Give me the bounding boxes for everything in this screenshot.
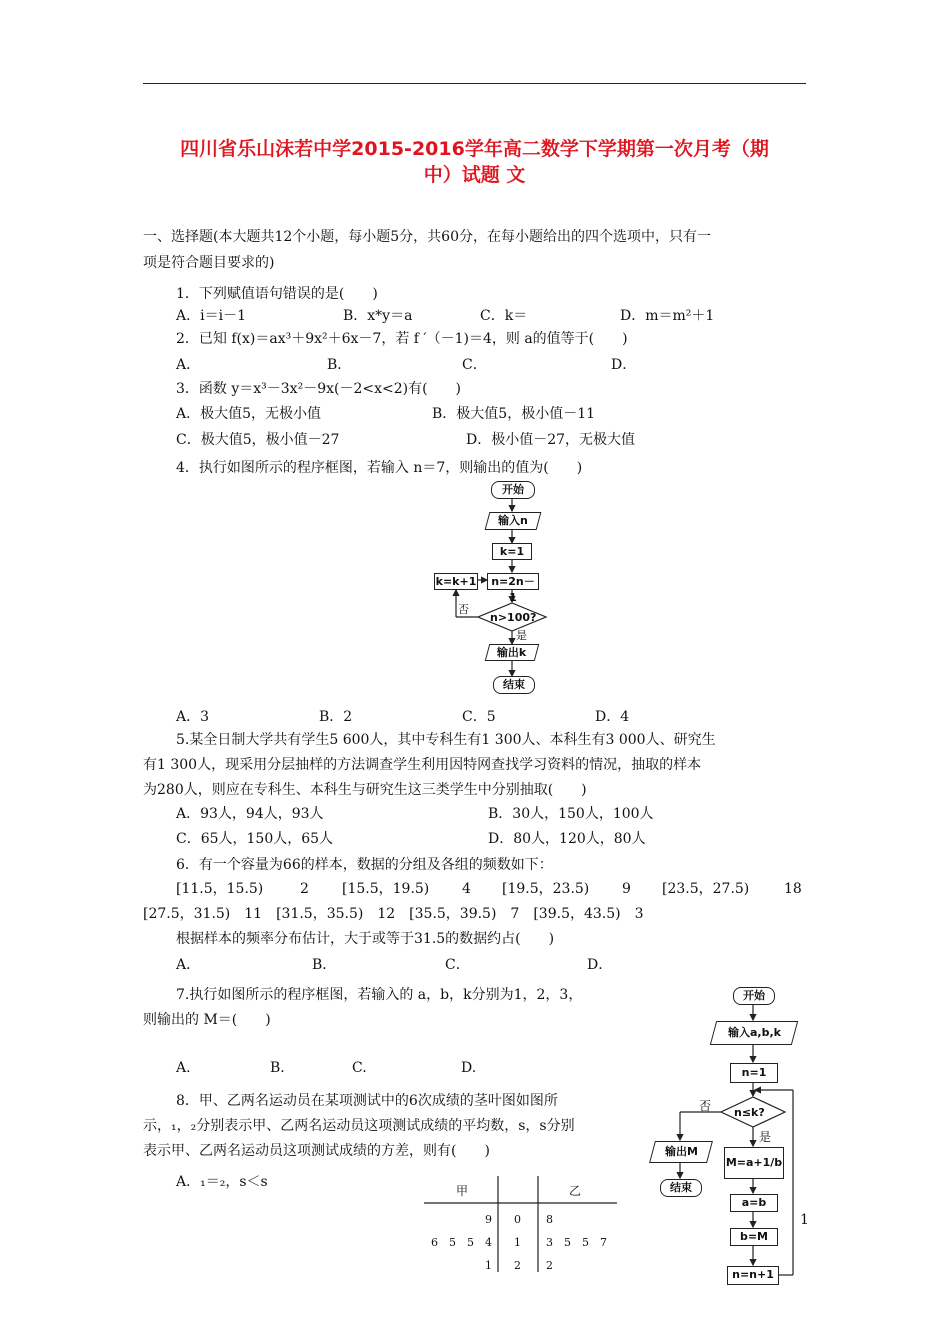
stem-leaf-header-right: 乙 (569, 1184, 582, 1198)
stem-leaf-row-3-left: 1 (485, 1259, 492, 1272)
q4-stem: 4．执行如图所示的程序框图，若输入 n＝7，则输出的值为( ) (176, 460, 583, 476)
q6-group-1: [11.5，15.5) (176, 881, 264, 897)
q1-option-b: B．x*y＝a (343, 308, 413, 324)
section-heading: 一、选择题(本大题共12个小题，每小题5分，共60分，在每小题给出的四个选项中，只有一 (143, 229, 711, 245)
fc2-end: 结束 (660, 1179, 702, 1197)
q7-option-d: D. (461, 1060, 477, 1076)
q6-option-b: B． (312, 957, 337, 973)
q8-option-a: A．₁＝₂，s＜s (176, 1174, 268, 1190)
fc1-input: 输入n (485, 512, 542, 530)
q7-line2: 则输出的 M＝( ) (143, 1012, 271, 1028)
stem-leaf-row-2-left: 6 5 5 4 (431, 1236, 492, 1249)
q5-option-a: A．93人，94人，93人 (176, 806, 324, 822)
q8-line2: 示，₁，₂分别表示甲、乙两名运动员这项测试成绩的平均数，s，s分别 (143, 1118, 575, 1134)
q7-option-c: C. (352, 1060, 367, 1076)
q5-line1: 5.某全日制大学共有学生5 600人，其中专科生有1 300人、本科生有3 000人、研究生 (176, 732, 716, 748)
q6-groups-row2: [27.5，31.5) 11 [31.5，35.5) 12 [35.5，39.5) 7 [39.5，43.5) 3 (143, 906, 644, 922)
fc2-start: 开始 (733, 987, 775, 1005)
q7-line1: 7.执行如图所示的程序框图，若输入的 a，b，k分别为1，2，3， (176, 987, 583, 1003)
q6-group-4: [23.5，27.5) (662, 881, 750, 897)
q6-option-c: C． (445, 957, 470, 973)
stem-leaf-row-3-right: 2 (546, 1259, 553, 1272)
q7-option-b: B. (270, 1060, 285, 1076)
stem-leaf-row-3-stem: 2 (514, 1259, 521, 1272)
document-title-cont: 中）试题 文 (423, 164, 526, 186)
q7-option-a: A. (176, 1060, 191, 1076)
q2-option-a: A． (176, 357, 201, 373)
fc2-init: n=1 (730, 1063, 778, 1083)
q3-option-c: C．极大值5，极小值－27 (176, 432, 340, 448)
q6-freq-4: 18 (784, 881, 802, 897)
q2-option-b: B． (327, 357, 352, 373)
fc2-yes-label: 是 (759, 1130, 772, 1144)
q4-option-d: D．4 (595, 709, 630, 725)
fc2-output: 输出M (649, 1141, 713, 1163)
q6-group-2: [15.5，19.5) (342, 881, 430, 897)
q4-option-a: A．3 (176, 709, 210, 725)
fc2-increment: n=n+1 (727, 1266, 779, 1285)
stem-leaf-row-1-left: 9 (485, 1213, 492, 1226)
section-heading-cont: 项是符合题目要求的) (143, 255, 275, 271)
q5-line2: 有1 300人，现采用分层抽样的方法调查学生利用因特网查找学习资料的情况，抽取的样本 (143, 757, 702, 773)
q5-option-d: D．80人，120人，80人 (488, 831, 646, 847)
q6-ask: 根据样本的频率分布估计，大于或等于31.5的数据约占( ) (176, 931, 555, 947)
q6-freq-3: 9 (622, 881, 631, 897)
fc1-end: 结束 (493, 676, 535, 694)
q2-option-d: D． (611, 357, 637, 373)
fc2-assign-a: a=b (730, 1194, 778, 1212)
q6-option-d: D． (587, 957, 613, 973)
fc1-no-label: 否 (458, 603, 469, 616)
q1-option-c: C．k＝ (480, 308, 528, 324)
fc1-update-k: k=k+1 (435, 575, 477, 588)
q5-option-c: C．65人，150人，65人 (176, 831, 334, 847)
q3-option-b: B．极大值5，极小值－11 (432, 406, 596, 422)
stem-leaf-row-1-right: 8 (546, 1213, 553, 1226)
q3-option-a: A．极大值5，无极小值 (176, 406, 322, 422)
q6-stem: 6．有一个容量为66的样本，数据的分组及各组的频数如下： (176, 857, 553, 873)
stem-leaf-header-left: 甲 (456, 1184, 469, 1198)
fc2-condition: n≤k? (734, 1106, 765, 1119)
stem-leaf-row-2-right: 3 5 5 7 (546, 1236, 607, 1249)
fc1-output: 输出k (485, 644, 540, 661)
fc1-update-n: n=2n－1 (487, 573, 539, 590)
q6-group-3: [19.5，23.5) (502, 881, 590, 897)
fc2-assign-b: b=M (730, 1228, 778, 1246)
stem-leaf-row-2-stem: 1 (514, 1236, 521, 1249)
q1-option-d: D．m＝m²＋1 (620, 308, 715, 324)
q8-line3: 表示甲、乙两名运动员这项测试成绩的方差，则有( ) (143, 1143, 490, 1159)
q6-option-a: A． (176, 957, 201, 973)
fc2-assign-m: M=a+1/b (724, 1147, 784, 1179)
q3-stem: 3．函数 y＝x³－3x²－9x(－2<x<2)有( ) (176, 381, 462, 397)
fc1-yes-label: 是 (516, 629, 527, 642)
q4-option-b: B．2 (319, 709, 353, 725)
q5-line3: 为280人，则应在专科生、本科生与研究生这三类学生中分别抽取( ) (143, 782, 587, 798)
q8-line1: 8．甲、乙两名运动员在某项测试中的6次成绩的茎叶图如图所 (176, 1093, 558, 1109)
fc2-no-label: 否 (699, 1099, 712, 1113)
stem-leaf-row-1-stem: 0 (514, 1213, 521, 1226)
q2-stem: 2．已知 f(x)＝ax³＋9x²＋6x－7，若 f ′（－1)＝4，则 a的值等于( ) (176, 331, 628, 347)
q6-freq-1: 2 (300, 881, 309, 897)
fc1-start: 开始 (491, 481, 535, 499)
fc2-input: 输入a,b,k (710, 1021, 798, 1045)
q6-freq-2: 4 (462, 881, 471, 897)
q4-option-c: C．5 (462, 709, 496, 725)
fc1-init: k=1 (492, 543, 532, 560)
q2-option-c: C． (462, 357, 487, 373)
q1-stem: 1．下列赋值语句错误的是( ) (176, 286, 378, 302)
q1-option-a: A．i＝i－1 (176, 308, 246, 324)
q3-option-d: D．极小值－27，无极大值 (466, 432, 636, 448)
q5-option-b: B．30人，150人，100人 (488, 806, 654, 822)
fc1-condition: n>100? (490, 611, 537, 624)
document-title: 四川省乐山沫若中学2015-2016学年高二数学下学期第一次月考（期 (180, 138, 769, 160)
page-number: 1 (800, 1212, 809, 1228)
